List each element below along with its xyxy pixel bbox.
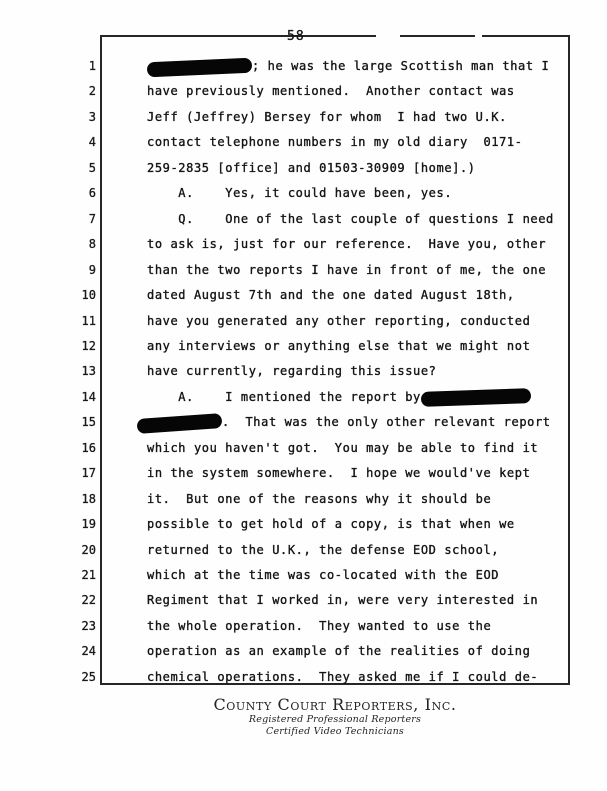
transcript-text: possible to get hold of a copy, is that when we: [147, 517, 515, 532]
line-text: [147, 262, 546, 278]
transcript-text: have previously mentioned. Another contact was: [147, 84, 515, 99]
transcript-line: [64, 389, 607, 407]
transcript-text: ; he was the large Scottish man that I: [252, 59, 550, 73]
transcript-line: [64, 287, 607, 305]
line-text: [147, 516, 515, 532]
line-number: 4: [88, 135, 96, 150]
transcript-text: chemical operations. They asked me if I could de-: [147, 669, 539, 684]
line-text: [147, 313, 530, 329]
transcript-text: A. I mentioned the report by: [147, 389, 421, 404]
transcript-text: contact telephone numbers in my old diary 0171-: [147, 135, 523, 150]
scan-artifact-border-gap: [376, 34, 400, 37]
line-text: [147, 160, 476, 176]
line-text: [147, 592, 538, 608]
line-text: [147, 134, 523, 150]
transcript-line: [64, 236, 607, 254]
transcript-line: [64, 440, 607, 458]
transcript-line: [64, 542, 607, 560]
line-text: [147, 236, 546, 252]
transcript-text: it. But one of the reasons why it should be: [147, 491, 492, 506]
line-number: 21: [81, 568, 96, 582]
line-text: [147, 542, 499, 558]
line-text: [147, 338, 530, 354]
line-number: 8: [88, 237, 96, 252]
transcript-text: 259-2835 [office] and 01503-30909 [home].): [147, 160, 476, 175]
transcript-line: [64, 465, 607, 483]
transcript-line: [64, 83, 607, 101]
transcript-line: [64, 491, 607, 509]
transcript-text: have currently, regarding this issue?: [147, 364, 437, 379]
transcript-line: [64, 643, 607, 661]
page-number: 58: [287, 29, 305, 44]
transcript-text: which you haven't got. You may be able to find it: [147, 440, 539, 455]
line-text: [147, 414, 551, 430]
transcript-line: [64, 185, 607, 203]
line-number: 13: [81, 364, 96, 379]
line-text: [147, 58, 549, 74]
line-number: 10: [81, 288, 96, 303]
transcript-text: . That was the only other relevant report: [222, 415, 551, 430]
transcript-line: [64, 160, 607, 178]
transcript-line: [64, 109, 607, 127]
redaction-bar: [147, 57, 253, 77]
line-text: [147, 618, 491, 634]
transcript-text: in the system somewhere. I hope we would've kept: [147, 466, 531, 481]
line-number: 22: [81, 593, 96, 608]
transcript-text: any interviews or anything else that we might not: [147, 338, 531, 353]
line-text: [147, 389, 531, 405]
line-number: 3: [88, 109, 96, 124]
line-text: [147, 643, 530, 659]
transcript-text: A. Yes, it could have been, yes.: [147, 186, 453, 201]
transcript-line: [64, 618, 607, 636]
line-text: [147, 363, 437, 379]
line-text: [147, 287, 515, 303]
redaction-bar: [421, 388, 531, 407]
transcript-line: [64, 338, 607, 356]
reporter-subtitle-registered: Registered Professional Reporters: [248, 714, 422, 725]
transcript-text: operation as an example of the realities of doing: [147, 644, 531, 659]
line-number: 20: [81, 542, 96, 557]
transcript-box: [81, 35, 570, 685]
line-number: 16: [81, 440, 96, 455]
scan-artifact-border-gap: [475, 34, 482, 37]
transcript-text: to ask is, just for our reference. Have you, other: [147, 237, 547, 252]
line-number: 18: [81, 491, 96, 506]
transcript-line: [64, 58, 607, 76]
transcript-text: Regiment that I worked in, were very interested in: [147, 593, 539, 608]
transcript-text: Q. One of the last couple of questions I need: [147, 211, 554, 226]
transcript-text: which at the time was co-located with the EOD: [147, 568, 500, 582]
transcript-text: have you generated any other reporting, conducted: [147, 313, 531, 328]
transcript-line: [64, 313, 607, 331]
transcript-line: [64, 262, 607, 280]
reporter-subtitle-certified: Certified Video Technicians: [266, 725, 404, 737]
transcript-line: [64, 592, 607, 610]
transcript-line: [64, 363, 607, 381]
reporter-footer: [100, 696, 570, 737]
line-number: 2: [88, 84, 96, 99]
line-number: 14: [81, 389, 96, 404]
line-number: 1: [88, 59, 96, 73]
line-number: 9: [88, 262, 96, 277]
line-number: 6: [88, 186, 96, 201]
line-number: 23: [81, 618, 96, 633]
line-number: 7: [88, 211, 96, 226]
transcript-line: [64, 516, 607, 534]
transcript-text: dated August 7th and the one dated August 18th,: [147, 288, 515, 303]
line-number: 11: [81, 313, 96, 328]
line-number: 17: [81, 466, 96, 481]
reporter-company-name: County Court Reporters, Inc.: [213, 695, 457, 714]
line-text: [147, 440, 538, 456]
line-text: [147, 83, 515, 99]
line-text: [147, 669, 538, 685]
line-text: [147, 185, 452, 201]
transcript-line: [64, 134, 607, 152]
line-text: [147, 109, 507, 125]
line-text: [147, 211, 554, 227]
transcript-line: [64, 669, 607, 687]
line-number: 15: [81, 415, 96, 430]
transcript-line: [64, 567, 607, 585]
redaction-bar: [137, 413, 223, 434]
line-number: 5: [88, 160, 96, 175]
line-number: 19: [81, 517, 96, 532]
transcript-text: the whole operation. They wanted to use the: [147, 618, 492, 633]
line-number: 24: [81, 644, 96, 659]
transcript-line: [64, 414, 607, 432]
transcript-text: than the two reports I have in front of me, the one: [147, 262, 547, 277]
transcript-text: returned to the U.K., the defense EOD school,: [147, 542, 500, 557]
transcript-line: [64, 211, 607, 229]
line-text: [147, 567, 499, 583]
line-number: 25: [81, 669, 96, 684]
line-text: [147, 465, 530, 481]
line-text: [147, 491, 491, 507]
transcript-text: Jeff (Jeffrey) Bersey for whom I had two U.K.: [147, 109, 507, 124]
line-number: 12: [81, 338, 96, 353]
